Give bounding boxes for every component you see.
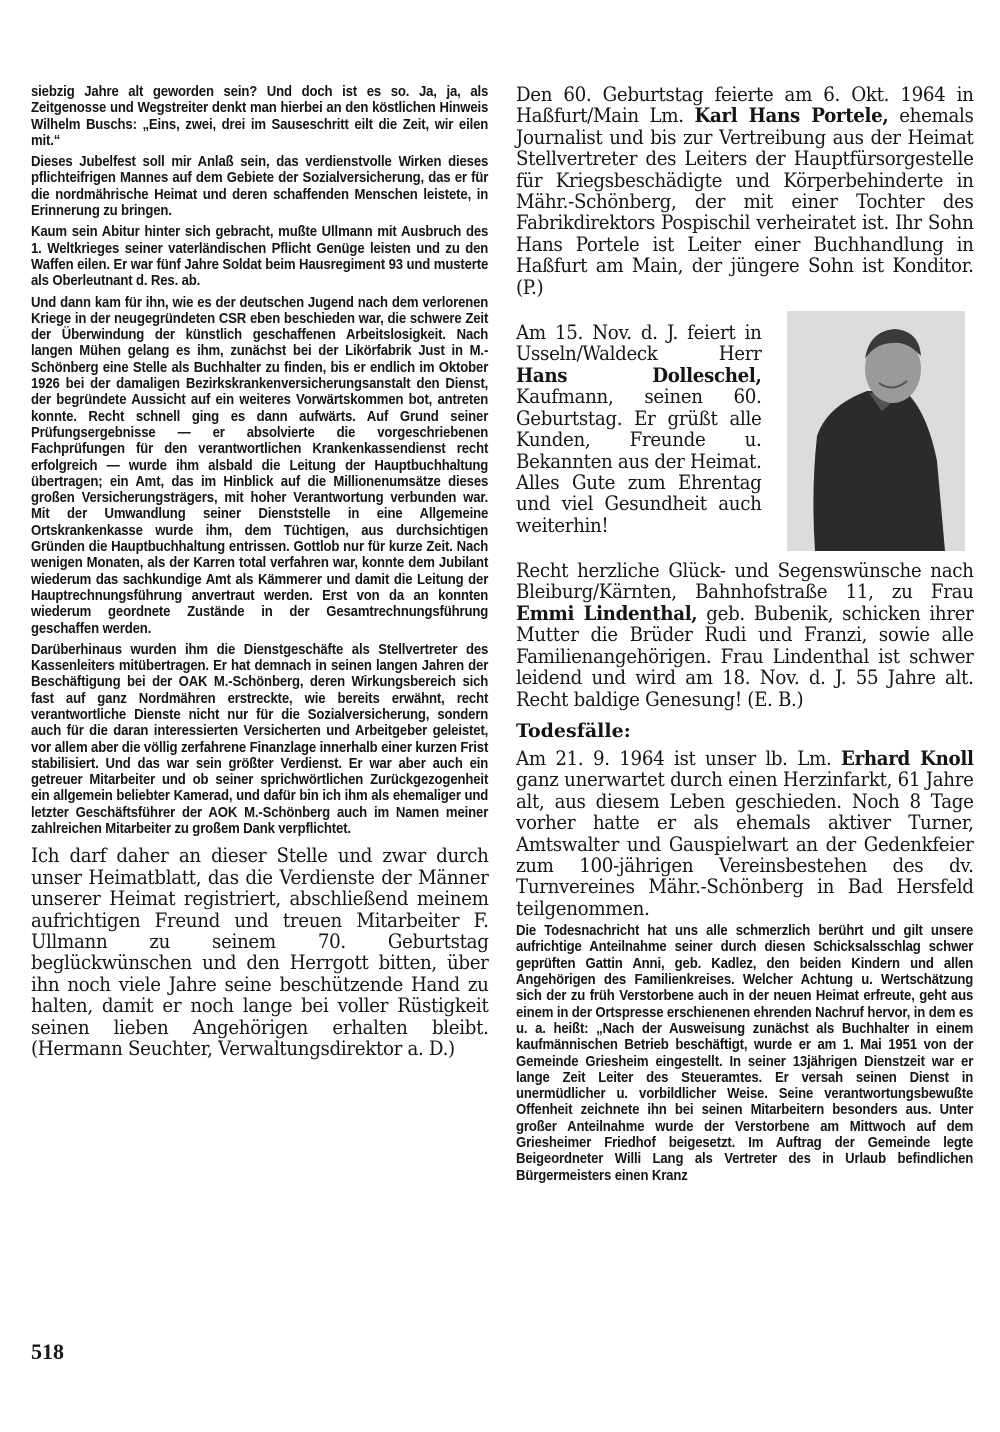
person-name: Karl Hans Portele, xyxy=(694,104,889,128)
section-heading-todesfaelle: Todesfälle: xyxy=(516,719,631,742)
paragraph: Kaum sein Abitur hinter sich gebracht, mußte Ullmann mit Ausbruch des 1. Weltkrieges seiner vaterländischen Pflicht Genüge leisten und zu den Waffen eilen. Er war fünf Jahre Soldat beim Hausregiment 93 und musterte als Oberleutnant d. Res. ab. xyxy=(31,224,489,290)
person-name: Erhard Knoll xyxy=(841,746,974,770)
paragraph: Ich darf daher an dieser Stelle und zwar durch unser Heimatblatt, das die Verdienste der Männer unserer Heimat registriert, abschließend meinem aufrichtigen Freund und treuen Mitarbeiter F. Ullmann zu seinem 70. Geburtstag beglückwünschen und den Herrgott bitten, über ihn noch viele Jahre seine beschützende Hand zu halten, damit er noch lange bei voller Rüstigkeit seinen lieben Angehörigen erhalten bleibt. (Hermann Seuchter, Verwaltungsdirektor a. D.) xyxy=(31,844,489,1061)
text: ehemals Journalist und bis zur Vertreibung aus der Heimat Stellvertreter des Leiters der Hauptfürsorgestelle für Kriegsbeschädigte und Körperbehinderte in Mähr.-Schönberg, der mit einer Tochter des Fabrikdirektors Pospischil verheiratet ist. Ihr Sohn Hans Portele ist Leiter einer Buchhandlung in Haßfurt am Main, der jüngere Sohn ist Konditor. (P.) xyxy=(516,104,974,299)
person-name: Emmi Lindenthal, xyxy=(516,601,698,625)
ullmann-closing-paragraph xyxy=(31,845,489,1059)
paragraph: siebzig Jahre alt geworden sein? Und doch ist es so. Ja, ja, als Zeitgenosse und Wegstreiter denkt man hierbei an den köstlichen Hinweis Wilhelm Buschs: „Eins, zwei, drei im Sauseschritt eilt die Zeit, wir eilen mit.“ xyxy=(31,84,489,149)
ullmann-article-small-text xyxy=(31,84,488,837)
text: Am 15. Nov. d. J. feiert in Usseln/Waldeck Herr xyxy=(516,321,762,366)
paragraph: Die Todesnachricht hat uns alle schmerzlich berührt und gilt unsere aufrichtige Anteilnahme seiner durch diesen Schicksalsschlag schwer geprüften Gattin Anni, geb. Kadlez, den beiden Kindern und allen Angehörigen des Familienkreises. Welcher Achtung u. Wertschätzung sich der zu früh Verstorbene auch in der neuen Heimat erfreute, geht aus einem in der Ortspresse erschienenen ehrenden Nachruf hervor, in dem es u. a. heißt: „Nach der Ausweisung zunächst als Buchhalter in einem kaufmännischen Betrieb beschäftigt, wurde er am 1. Mai 1951 von der Gemeinde Griesheim eingestellt. In seiner 13jährigen Dienstzeit war er lange Zeit Leiter des Steueramtes. Er versah seinen Dienst in unermüdlicher u. vorbildlicher Weise. Seine verantwortungsbewußte Offenheit zeichnete ihn bei seinen Mitarbeitern besonders aus. Unter großer Anteilnahme wurde der Verstorbene am Mittwoch auf dem Griesheimer Friedhof beigesetzt. Im Auftrag der Gemeinde legte Beigeordneter Willi Lang als Vertreter des in Urlaub befindlichen Bürgermeisters einen Kranz xyxy=(516,923,974,1184)
portrait-photo xyxy=(787,311,965,551)
knoll-obituary xyxy=(516,748,974,919)
text: Kaufmann, seinen 60. Geburtstag. Er grüßt alle Kunden, Freunde u. Bekannten aus der Heimat. Alles Gute zum Ehrentag und viel Gesundheit auch weiterhin! xyxy=(516,385,762,537)
lindenthal-notice xyxy=(516,560,974,710)
right-column xyxy=(516,84,974,1189)
paragraph: Dieses Jubelfest soll mir Anlaß sein, das verdienstvolle Wirken dieses pflichteifrigen Mannes auf dem Gebiete der Sozialversicherung, das er für die nordmährische Heimat und deren schaffenden Menschen leistete, in Erinnerung zu bringen. xyxy=(31,154,489,220)
text: Den 60. Geburtstag feierte am 6. Okt. 1964 in Haßfurt/Main Lm. xyxy=(516,83,974,128)
person-name: Hans Dolleschel, xyxy=(516,363,762,387)
text: Am 21. 9. 1964 ist unser lb. Lm. xyxy=(516,746,842,770)
paragraph: Darüberhinaus wurden ihm die Dienstgeschäfte als Stellvertreter des Kassenleiters mitübertragen. Er hat demnach in seinen langen Jahren der Beschäftigung bei der OAK M.-Schönberg, deren Wirkungsbereich sich fast auf ganz Nordmähren erstreckte, wie bereits erwähnt, recht verantwortliche Dienste nicht nur für die Sozialversicherung, sondern auch für die daran interessierten Versicherten und Arbeitgeber geleistet, vor allem aber die völlig zerfahrene Finanzlage innerhalb einer kurzen Frist stabilisiert. Und das war sein größter Verdienst. Er war aber auch ein getreuer Mitarbeiter und ob seiner sprichwörtlichen Zurückgezogenheit ein allgemein beliebter Kamerad, und dafür bin ich ihm als ehemaliger und letzter Geschäftsführer der AOK M.-Schönberg auch im Namen meiner zahlreichen Mitarbeiter zu großem Dank verpflichtet. xyxy=(31,641,489,838)
text: geb. Bubenik, schicken ihrer Mutter die Brüder Rudi und Franzi, sowie alle Familienangehörigen. Frau Lindenthal ist schwer leidend und wird am 18. Nov. d. J. 55 Jahre alt. Recht baldige Genesung! (E. B.) xyxy=(516,601,974,711)
text: ganz unerwartet durch einen Herzinfarkt, 61 Jahre alt, aus diesem Leben geschieden. Noch 8 Tage vorher hatte er als ehemals aktiver Turner, Amtswalter und Gauspielwart an der Gedenkfeier zum 100-jährigen Vereinsbestehen des dv. Turnvereines Mähr.-Schönberg in Bad Hersfeld teilgenommen. xyxy=(516,768,974,920)
portrait-photo-image xyxy=(787,311,965,551)
portele-notice xyxy=(516,84,974,298)
dolleschel-notice xyxy=(516,312,974,552)
text: Recht herzliche Glück- und Segenswünsche nach Bleiburg/Kärnten, Bahnhofstraße 11, zu Frau xyxy=(516,559,974,604)
left-column xyxy=(31,84,489,1059)
paragraph: Und dann kam für ihn, wie es der deutschen Jugend nach dem verlorenen Kriege in der neugegründeten CSR eben beschieden war, die schwere Zeit der Überwindung der künstlich geschaffenen Arbeitslosigkeit. Nach langen Mühen gelang es ihm, zunächst bei der Likörfabrik Just in M.-Schönberg eine Stelle als Buchhalter zu finden, bis er endlich im Oktober 1926 bei der damaligen Bezirkskrankenversicherungsanstalt den Dienst, der begründete Aussicht auf ein weiteres Vorwärtskommen bot, antreten konnte. Recht schnell ging es dann aufwärts. Auf Grund seiner Prüfungsergebnisse — er absolvierte die vorgeschriebenen Fachprüfungen für den verantwortlichen Krankenkassendienst recht erfolgreich — wurde ihm alsbald die Leitung der Hauptbuchhaltung übertragen; ein Amt, das im Hinblick auf die Millionenumsätze dieses großen Versicherungsträgers, mit hoher Verantwortung verbunden war. Mit der Umwandlung seiner Dienststelle in eine Allgemeine Ortskrankenkasse wurde ihm, dem Tüchtigen, aus durchsichtigen Gründen die Hauptbuchhaltung entrissen. Gottlob nur für kurze Zeit. Nach wenigen Monaten, als der Karren total verfahren war, konnte dem Jubilant wiederum das sachkundige Amt als Kämmerer und damit die Leitung der Hauptrechnungsführung anvertraut werden. Erst von da an konnten wiederum geordnete Zustände in der Gesamtrechnungsführung geschaffen werden. xyxy=(31,294,489,637)
knoll-obituary-small-text xyxy=(516,923,973,1184)
page-number: 518 xyxy=(31,1339,64,1364)
